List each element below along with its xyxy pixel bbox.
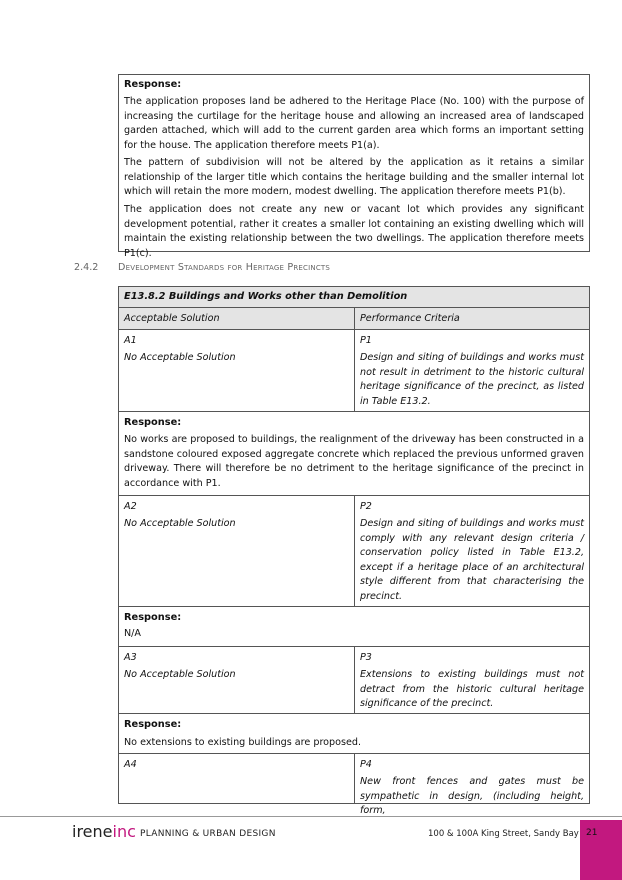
performance-criteria-code: P1 <box>360 335 372 346</box>
logo-subtitle: PLANNING & URBAN DESIGN <box>140 829 276 839</box>
response-text: No works are proposed to buildings, the realignment of the driveway has been constructed in a sandstone coloured exposed aggregate concrete which replaced the previous unformed graven driveway. There will therefore be no detriment to the heritage significance of the precinct in accordance with P1. <box>124 434 584 489</box>
response-label: Response: <box>124 612 182 623</box>
response-paragraph-1: The application proposes land be adhered to the Heritage Place (No. 100) with the purpose of increasing the curtilage for the heritage house and allowing an increased area of landscaped garden attached, which will add to the current garden area which forms an important setting for the house. The application therefore meets P1(a). <box>124 96 584 151</box>
column-divider <box>354 754 355 804</box>
column-divider <box>354 330 355 412</box>
column-divider <box>354 308 355 330</box>
response-text: N/A <box>124 628 141 639</box>
acceptable-solution-code: A3 <box>124 652 137 663</box>
response-paragraph-2: The pattern of subdivision will not be altered by the application as it retains a similar relationship of the larger title which contains the heritage building and the smaller internal lot which will retain the more modern, modest dwelling. The application therefore meets P1(b). <box>124 157 584 198</box>
header-acceptable-solution: Acceptable Solution <box>124 313 220 324</box>
response-label: Response: <box>124 417 182 428</box>
performance-criteria-text: Design and siting of buildings and works must not result in detriment to the historic cultural heritage significance of the precinct, as listed in Table E13.2. <box>360 352 584 407</box>
acceptable-solution-code: A1 <box>124 335 137 346</box>
acceptable-solution-text: No Acceptable Solution <box>124 352 236 363</box>
response-label: Response: <box>124 719 182 730</box>
acceptable-solution-text: No Acceptable Solution <box>124 518 236 529</box>
response-paragraph-3: The application does not create any new or vacant lot which provides any significant development potential, rather it creates a smaller lot containing an existing dwelling which will maintain the existing relationship between the two dwellings. The application therefore meets P1(c). <box>124 204 584 259</box>
section-number: 2.4.2 <box>74 262 99 273</box>
acceptable-solution-code: A4 <box>124 759 137 770</box>
performance-criteria-text: New front fences and gates must be sympathetic in design, (including height, form, <box>360 776 584 817</box>
acceptable-solution-text: No Acceptable Solution <box>124 669 236 680</box>
response-label: Response: <box>124 79 182 90</box>
column-divider <box>354 496 355 607</box>
table-title: E13.8.2 Buildings and Works other than Demolition <box>124 291 408 302</box>
performance-criteria-code: P3 <box>360 652 372 663</box>
column-divider <box>354 647 355 714</box>
company-logo <box>72 822 136 841</box>
performance-criteria-text: Extensions to existing buildings must not detract from the historic cultural heritage significance of the precinct. <box>360 669 584 710</box>
acceptable-solution-code: A2 <box>124 501 137 512</box>
section-title: Development Standards for Heritage Precincts <box>118 262 331 273</box>
performance-criteria-code: P4 <box>360 759 372 770</box>
performance-criteria-text: Design and siting of buildings and works must comply with any relevant design criteria / conservation policy listed in Table E13.2, except if a heritage place of an architectural style different from that characterising the precinct. <box>360 518 584 602</box>
response-text: No extensions to existing buildings are proposed. <box>124 737 362 748</box>
logo-text-inc: inc <box>112 822 136 841</box>
page-number: 21 <box>586 828 598 838</box>
logo-text-irene: irene <box>72 822 113 841</box>
header-performance-criteria: Performance Criteria <box>360 313 460 324</box>
footer-address: 100 & 100A King Street, Sandy Bay <box>428 829 579 839</box>
footer-divider <box>0 816 622 817</box>
performance-criteria-code: P2 <box>360 501 372 512</box>
